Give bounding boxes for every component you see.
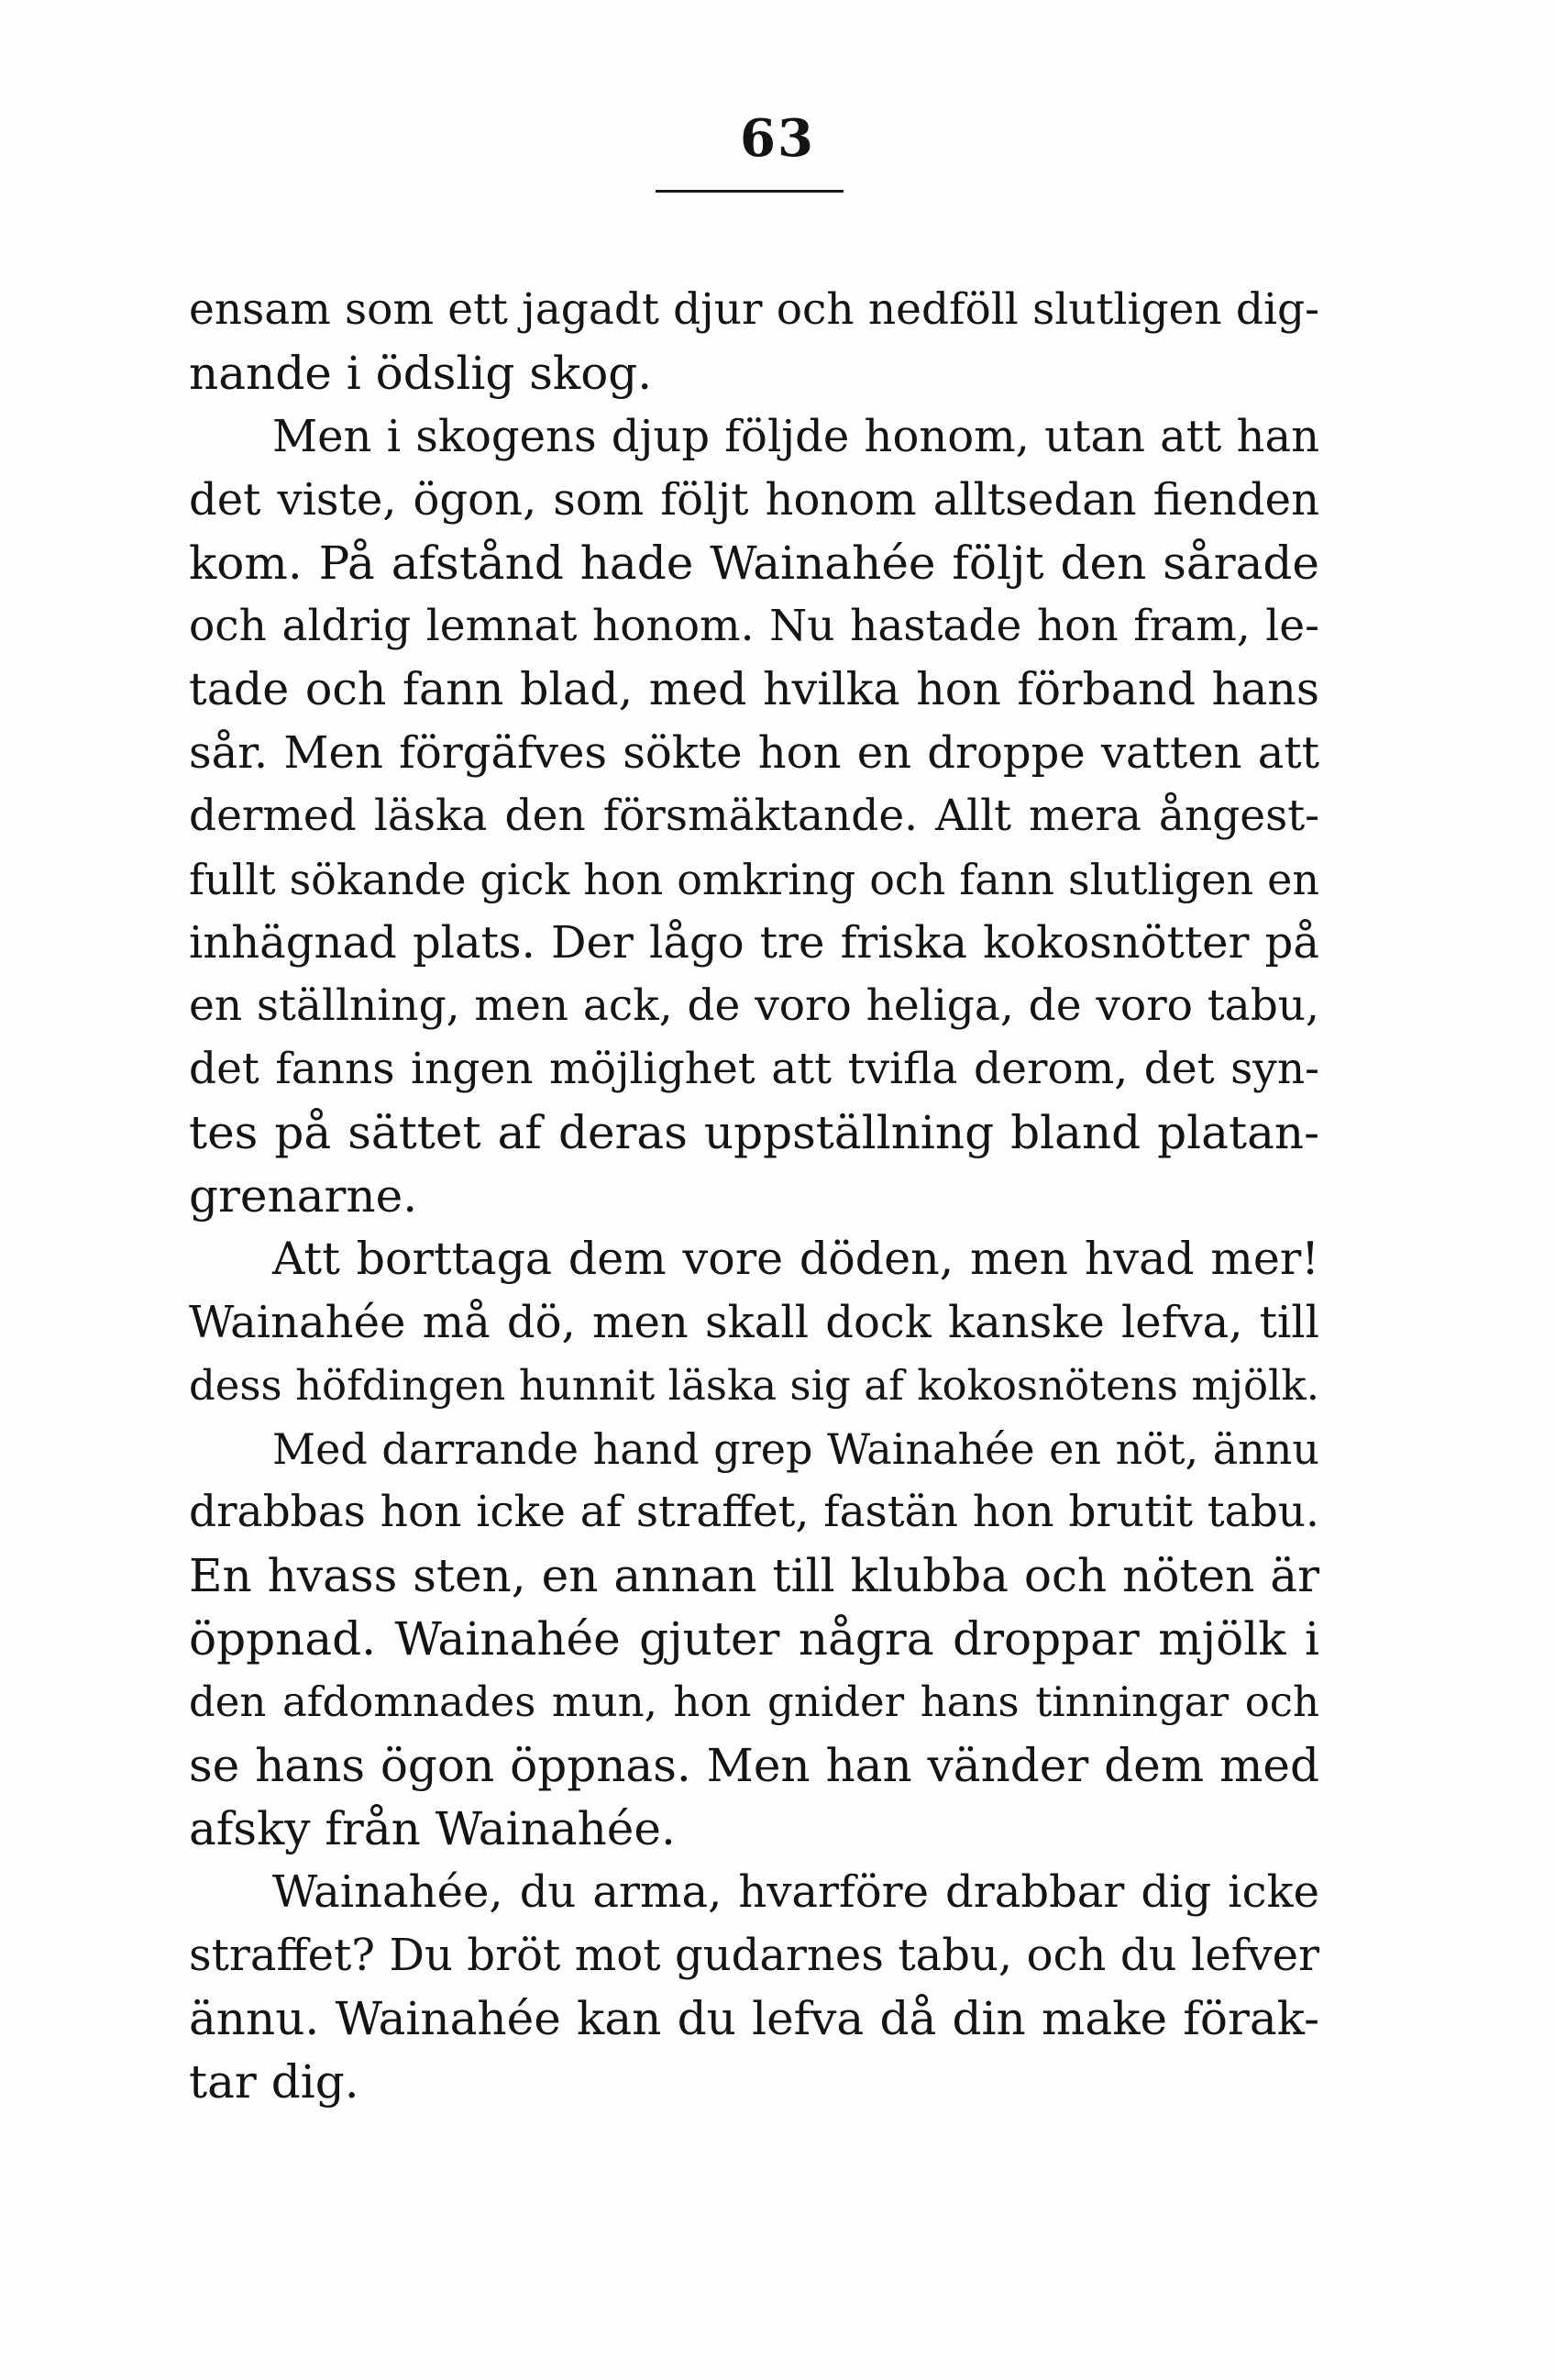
text-line: ännu. Wainahée kan du lefva då din make förak- (189, 1992, 1319, 2045)
text-line: och aldrig lemnat honom. Nu hastade hon fram, le- (189, 601, 1319, 651)
text-line: Wainahée, du arma, hvarföre drabbar dig icke (272, 1866, 1319, 1918)
text-line: det fanns ingen möjlighet att tvifla derom, det syn- (189, 1044, 1319, 1094)
text-line: tes på sättet af deras uppställning bland platan- (189, 1106, 1319, 1159)
text-line: tar dig. (189, 2055, 359, 2109)
text-line: dess höfdingen hunnit läska sig af kokosnötens mjölk. (189, 1361, 1319, 1410)
text-line: straffet? Du bröt mot gudarnes tabu, och du lefver (189, 1930, 1319, 1981)
text-line: det viste, ögon, som följt honom alltsedan fienden (189, 474, 1319, 526)
text-line: Med darrande hand grep Wainahée en nöt, ännu (272, 1424, 1319, 1474)
text-line: En hvass sten, en annan till klubba och nöten är (189, 1549, 1319, 1602)
text-line: tade och fann blad, med hvilka hon förband hans (189, 663, 1319, 715)
text-line: Men i skogens djup följde honom, utan att han (272, 411, 1319, 462)
text-line: den afdomnades mun, hon gnider hans tinningar och (189, 1677, 1319, 1726)
text-line: kom. På afstånd hade Wainahée följt den sårade (189, 537, 1319, 590)
text-line: dermed läska den försmäktande. Allt mera ångest- (189, 791, 1319, 841)
text-line: drabbas hon icke af straffet, fastän hon brutit tabu. (189, 1487, 1319, 1537)
text-line: inhägnad plats. Der lågo tre friska kokosnötter på (189, 917, 1319, 969)
text-line: nande i ödslig skog. (189, 347, 653, 400)
text-line: fullt sökande gick hon omkring och fann slutligen en (189, 855, 1319, 904)
text-line: afsky från Wainahée. (189, 1802, 676, 1855)
text-line: se hans ögon öppnas. Men han vänder dem med (189, 1739, 1319, 1792)
text-line: Att borttaga dem vore döden, men hvad mer! (272, 1233, 1319, 1285)
text-line: en ställning, men ack, de voro heliga, de voro tabu, (189, 980, 1319, 1031)
text-line: ensam som ett jagadt djur och nedföll slutligen dig- (189, 284, 1319, 335)
text-line: grenarne. (189, 1169, 418, 1223)
text-line: sår. Men förgäfves sökte hon en droppe vatten att (189, 727, 1319, 779)
header-rule (656, 190, 844, 193)
page-number: 63 (740, 108, 815, 169)
text-line: Wainahée må dö, men skall dock kanske lefva, till (189, 1297, 1319, 1348)
text-line: öppnad. Wainahée gjuter några droppar mjölk i (189, 1612, 1319, 1666)
